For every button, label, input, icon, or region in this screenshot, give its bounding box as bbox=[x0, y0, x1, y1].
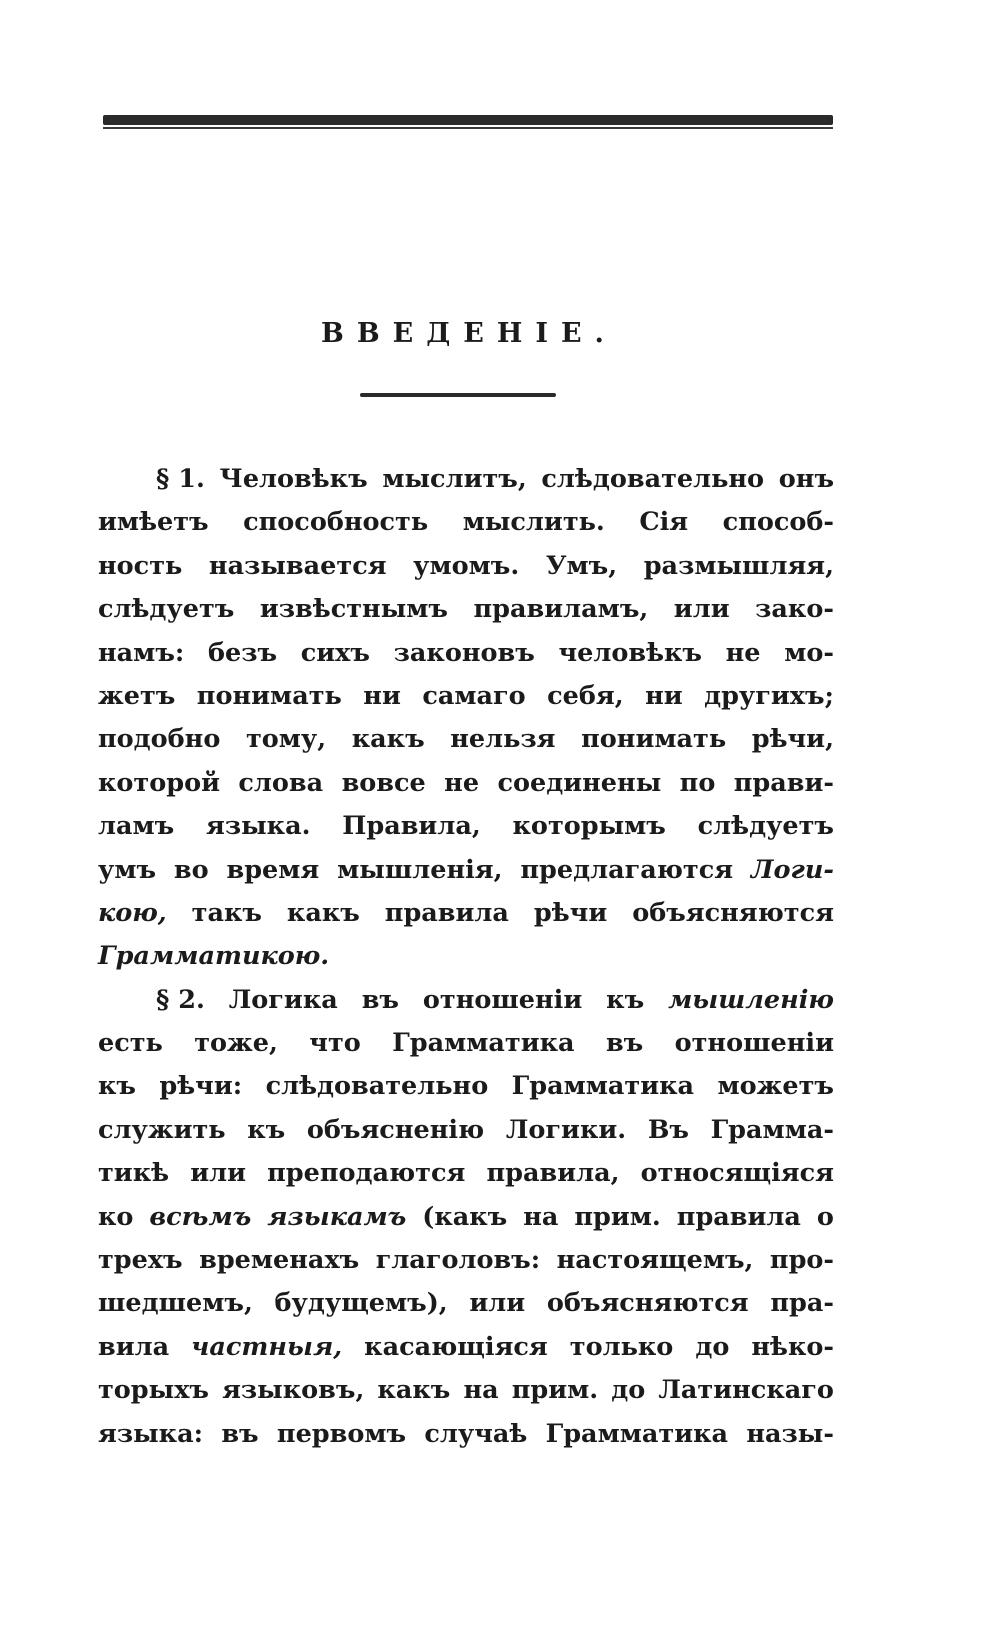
word: соединены bbox=[497, 767, 662, 798]
word: глаголовъ: bbox=[375, 1245, 541, 1276]
word: къ bbox=[247, 1114, 286, 1145]
word: про- bbox=[769, 1245, 834, 1276]
word: къ bbox=[606, 984, 645, 1015]
word: зако- bbox=[755, 594, 834, 625]
text-line bbox=[98, 1022, 834, 1065]
word: размышляя, bbox=[643, 550, 834, 581]
word: намъ: bbox=[98, 637, 185, 668]
word: Логики. bbox=[505, 1114, 627, 1145]
word: Логи- bbox=[750, 854, 834, 885]
word: прим. bbox=[511, 1375, 599, 1406]
word: Логика bbox=[228, 984, 338, 1015]
word: Человѣкъ bbox=[219, 464, 368, 494]
text-line bbox=[98, 805, 834, 848]
header-rule-thin bbox=[103, 127, 833, 129]
word: нѣко- bbox=[751, 1331, 834, 1362]
word: объясняются bbox=[546, 1288, 749, 1319]
word: способ- bbox=[722, 507, 834, 538]
word: въ bbox=[361, 984, 399, 1015]
word: ламъ bbox=[98, 811, 175, 842]
word: къ bbox=[98, 1071, 136, 1102]
word: во bbox=[173, 854, 209, 885]
paragraph-2 bbox=[98, 979, 834, 1456]
header-ornamental-rule bbox=[103, 112, 833, 130]
word: Умъ, bbox=[545, 550, 618, 581]
word: можетъ bbox=[717, 1071, 834, 1102]
word: нельзя bbox=[450, 724, 556, 755]
word: такъ bbox=[191, 897, 262, 928]
word: способность bbox=[243, 507, 429, 538]
word: Грамматикою. bbox=[98, 941, 330, 972]
word: ность bbox=[98, 550, 183, 581]
text-line bbox=[98, 979, 834, 1022]
word: до bbox=[611, 1375, 646, 1406]
text-line bbox=[98, 1282, 834, 1325]
word: языкамъ bbox=[267, 1201, 407, 1232]
word: ни bbox=[645, 680, 683, 711]
word: умъ bbox=[98, 854, 157, 885]
word: касающіяся bbox=[364, 1331, 548, 1362]
text-line bbox=[98, 892, 834, 935]
word: прави- bbox=[733, 767, 834, 798]
text-line bbox=[98, 458, 834, 501]
text-line bbox=[98, 545, 834, 588]
word: Въ bbox=[647, 1114, 689, 1145]
word: какъ bbox=[351, 724, 425, 755]
word: языка. bbox=[206, 811, 311, 842]
word: рѣчи bbox=[533, 897, 608, 928]
word: вила bbox=[98, 1331, 170, 1362]
word: предлагаются bbox=[520, 854, 734, 885]
word: тому, bbox=[245, 724, 327, 755]
word: или bbox=[190, 1158, 246, 1189]
word: относящіяся bbox=[640, 1158, 834, 1189]
word: правила bbox=[676, 1201, 801, 1232]
word: въ bbox=[221, 1418, 259, 1449]
word: кою, bbox=[98, 897, 167, 928]
word: отношеніи bbox=[674, 1028, 834, 1059]
word: до bbox=[695, 1331, 730, 1362]
word: слова bbox=[238, 767, 324, 798]
text-line bbox=[98, 849, 834, 892]
text-line bbox=[98, 632, 834, 675]
word: правиламъ, bbox=[473, 594, 649, 625]
text-line bbox=[98, 501, 834, 544]
paragraph-1 bbox=[98, 458, 834, 979]
word: которой bbox=[98, 767, 220, 798]
text-line bbox=[98, 762, 834, 805]
word: время bbox=[226, 854, 320, 885]
word: языка: bbox=[98, 1418, 204, 1449]
section-number: § 1. bbox=[156, 464, 205, 494]
word: пра- bbox=[770, 1288, 834, 1319]
word: ко bbox=[98, 1201, 134, 1232]
text-line bbox=[98, 1326, 834, 1369]
word: преподаются bbox=[267, 1158, 466, 1189]
word: по bbox=[679, 767, 716, 798]
word: будущемъ), bbox=[274, 1288, 448, 1319]
word: извѣстнымъ bbox=[259, 594, 448, 625]
word: объясняются bbox=[632, 897, 834, 928]
word: шедшемъ, bbox=[98, 1288, 253, 1319]
word: Правила, bbox=[342, 811, 481, 842]
word: слѣдовательно bbox=[541, 464, 765, 494]
word: ни bbox=[363, 680, 401, 711]
word: мо- bbox=[784, 637, 834, 668]
word: тоже, bbox=[194, 1028, 278, 1059]
text-line bbox=[98, 1369, 834, 1412]
word: которымъ bbox=[512, 811, 666, 842]
word: не bbox=[725, 637, 761, 668]
text-line bbox=[98, 675, 834, 718]
word: умомъ. bbox=[413, 550, 520, 581]
word: какъ bbox=[286, 897, 360, 928]
word: тикѣ bbox=[98, 1158, 170, 1189]
word: понимать bbox=[581, 724, 727, 755]
word: прим. bbox=[574, 1201, 661, 1232]
word: мышленію bbox=[668, 984, 834, 1015]
word: мыслить. bbox=[462, 507, 605, 538]
word: рѣчи, bbox=[751, 724, 834, 755]
word: или bbox=[673, 594, 730, 625]
title-underline-rule bbox=[360, 393, 556, 397]
word: сихъ bbox=[300, 637, 370, 668]
text-line bbox=[98, 935, 834, 978]
word: (какъ bbox=[422, 1201, 508, 1232]
word: Латинскаго bbox=[658, 1375, 834, 1406]
word: что bbox=[309, 1028, 361, 1059]
word: называется bbox=[208, 550, 387, 581]
word: вовсе bbox=[341, 767, 426, 798]
word: правила bbox=[384, 897, 509, 928]
word: служить bbox=[98, 1114, 226, 1145]
word: самаго bbox=[422, 680, 526, 711]
text-line bbox=[98, 588, 834, 631]
word: трехъ bbox=[98, 1245, 183, 1276]
text-line bbox=[98, 718, 834, 761]
body-text bbox=[98, 458, 834, 1456]
word: понимать bbox=[196, 680, 342, 711]
word: первомъ bbox=[276, 1418, 407, 1449]
word: рѣчи: bbox=[159, 1071, 243, 1102]
text-line bbox=[98, 1065, 834, 1108]
word: слѣдуетъ bbox=[697, 811, 834, 842]
word: временахъ bbox=[199, 1245, 360, 1276]
word: есть bbox=[98, 1028, 163, 1059]
word: назы- bbox=[746, 1418, 834, 1449]
header-rule-thick bbox=[103, 115, 833, 125]
word: мышленія, bbox=[337, 854, 503, 885]
word: безъ bbox=[207, 637, 278, 668]
word: настоящемъ, bbox=[556, 1245, 754, 1276]
word: подобно bbox=[98, 724, 221, 755]
word: мыслитъ, bbox=[382, 464, 527, 494]
word: Грамматика bbox=[511, 1071, 695, 1102]
text-line bbox=[98, 1196, 834, 1239]
word: другихъ; bbox=[704, 680, 834, 711]
section-number: § 2. bbox=[156, 984, 205, 1015]
word: Грамматика bbox=[545, 1418, 729, 1449]
word: слѣдовательно bbox=[265, 1071, 489, 1102]
word: Сія bbox=[639, 507, 689, 538]
text-line bbox=[98, 1239, 834, 1282]
word: слѣдуетъ bbox=[98, 594, 235, 625]
word: только bbox=[569, 1331, 674, 1362]
word: законовъ bbox=[393, 637, 535, 668]
word: торыхъ bbox=[98, 1375, 209, 1406]
word: о bbox=[816, 1201, 834, 1232]
word: имѣетъ bbox=[98, 507, 209, 538]
word: онъ bbox=[778, 464, 834, 494]
word: себя, bbox=[547, 680, 624, 711]
word: Грамма- bbox=[710, 1114, 834, 1145]
word: частныя, bbox=[191, 1331, 343, 1362]
word: языковъ, bbox=[222, 1375, 365, 1406]
word: или bbox=[469, 1288, 526, 1319]
word: Грамматика bbox=[392, 1028, 575, 1059]
word: случаѣ bbox=[424, 1418, 528, 1449]
word: жетъ bbox=[98, 680, 176, 711]
word: человѣкъ bbox=[558, 637, 702, 668]
word: въ bbox=[605, 1028, 644, 1059]
chapter-title: ВВЕДЕНІЕ. bbox=[321, 318, 617, 349]
word: объясненію bbox=[306, 1114, 485, 1145]
word: на bbox=[463, 1375, 499, 1406]
text-line bbox=[98, 1109, 834, 1152]
text-line bbox=[98, 1413, 834, 1456]
word: правила, bbox=[486, 1158, 620, 1189]
word: всѣмъ bbox=[149, 1201, 252, 1232]
word: отношеніи bbox=[422, 984, 583, 1015]
word: какъ bbox=[377, 1375, 451, 1406]
word: на bbox=[523, 1201, 559, 1232]
word: не bbox=[444, 767, 480, 798]
text-line bbox=[98, 1152, 834, 1195]
